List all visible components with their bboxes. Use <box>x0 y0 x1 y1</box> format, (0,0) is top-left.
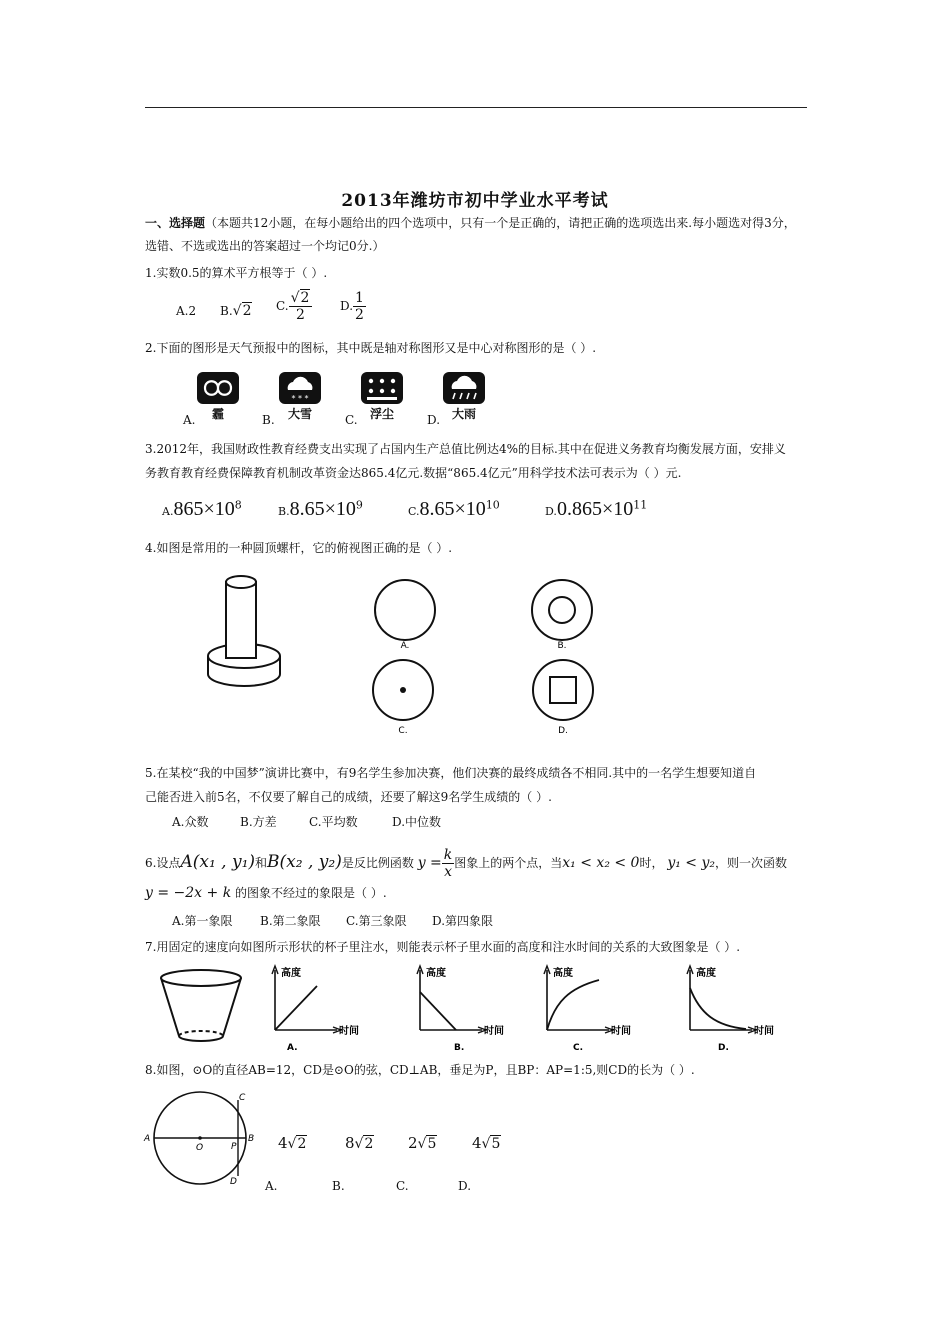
q8-option-a-value: 4√2 <box>278 1134 307 1152</box>
section-desc-1: （本题共12小题，在每小题给出的四个选项中，只有一个是正确的，请把正确的选项选出来.每小题选对得3分， <box>205 216 796 230</box>
section-heading: 一、选择题 <box>145 216 206 230</box>
svg-text:* * *: * * * <box>291 394 309 403</box>
q8-point-a: A <box>144 1134 151 1144</box>
q6-text-5: 时， <box>639 856 664 870</box>
q7-figures <box>155 962 785 1057</box>
heavy-rain-icon <box>443 372 485 421</box>
header-rule <box>145 107 807 108</box>
q3-b-times: ×10 <box>324 498 356 520</box>
q6-func-k: k <box>443 847 453 863</box>
q7-b-ylabel: 高度 <box>426 968 446 979</box>
graph-b <box>417 966 504 1053</box>
q8-b-coef: 8 <box>345 1134 355 1152</box>
q3-c-mant: 8.65 <box>419 498 455 520</box>
q5-option-a: A.众数 <box>172 815 209 829</box>
q7-stem: 7.用固定的速度向如图所示形状的杯子里注水，则能表示杯子里水面的高度和注水时间的关系的大致图象是（ ）. <box>145 940 741 954</box>
screw-figure <box>208 576 280 686</box>
q6-condition-y: y₁ < y₂ <box>667 855 715 871</box>
q1-option-a: A.2 <box>176 304 197 318</box>
q1-option-b <box>220 303 252 319</box>
q7-d-ylabel: 高度 <box>696 968 716 979</box>
q3-line-2: 务教育教育经费保障教育机制改革资金达865.4亿元.数据“865.4亿元”用科学技术法可表示为（ ）元. <box>145 466 682 480</box>
floating-dust-icon <box>361 372 403 421</box>
q2-label-b: B. <box>262 413 275 427</box>
q1-b-radicand: 2 <box>242 303 252 319</box>
q6-option-b: B.第二象限 <box>260 914 321 928</box>
q2-label-c: C. <box>345 413 358 427</box>
q8-option-c-value: 2√5 <box>408 1134 437 1152</box>
q8-label-a: A. <box>265 1179 278 1193</box>
q3-b-label: B. <box>278 505 290 518</box>
q8-stem: 8.如图，⊙O的直径AB=12，CD是⊙O的弦，CD⊥AB，垂足为P，且BP：AP=1:5,则CD的长为（ ）. <box>145 1063 695 1077</box>
q7-label-a: A. <box>287 1043 298 1053</box>
q1-d-frac <box>353 290 366 323</box>
q3-d-exp: 11 <box>633 498 648 512</box>
q7-label-b: B. <box>454 1043 465 1053</box>
q4-label-d: D. <box>558 726 568 736</box>
q6-option-c: C.第三象限 <box>346 914 407 928</box>
q6-condition-x: x₁ < x₂ < 0 <box>562 855 640 871</box>
q7-label-d: D. <box>718 1043 729 1053</box>
q5-option-c: C.平均数 <box>309 815 358 829</box>
q4-label-c: C. <box>398 726 408 736</box>
q1-d-num: 1 <box>355 290 364 306</box>
q7-label-c: C. <box>573 1043 584 1053</box>
q8-point-p: P <box>231 1142 237 1152</box>
q1-b-label: B. <box>220 304 233 318</box>
q3-a-times: ×10 <box>203 498 235 520</box>
q8-c-rad: 5 <box>427 1136 437 1152</box>
q7-c-xlabel: 时间 <box>611 1026 631 1037</box>
q3-a-mant: 865 <box>173 498 204 520</box>
top-view-b <box>532 580 592 651</box>
q7-a-xlabel: 时间 <box>339 1026 359 1037</box>
q6-text-6: ，则一次函数 <box>715 856 788 870</box>
graph-d <box>687 966 774 1053</box>
q3-b-exp: 9 <box>355 498 363 512</box>
q6-line-1 <box>145 847 787 880</box>
q8-d-rad: 5 <box>491 1136 501 1152</box>
q8-point-c: C <box>239 1093 246 1103</box>
q7-d-xlabel: 时间 <box>754 1026 774 1037</box>
top-view-d <box>533 660 593 736</box>
q1-c-radicand: 2 <box>300 290 310 306</box>
q6-func-x: x <box>444 864 452 880</box>
q6-line-2 <box>145 885 387 901</box>
q2-label-d: D. <box>427 413 441 427</box>
q6-text-3: 是反比例函数 <box>341 856 414 870</box>
q8-point-b: B <box>248 1134 255 1144</box>
graph-a <box>272 966 359 1053</box>
q8-point-d: D <box>230 1177 237 1187</box>
q2-icon-label-0: 霾 <box>211 407 225 421</box>
q6-func-frac <box>442 847 454 880</box>
q8-point-o: O <box>196 1143 204 1153</box>
q8-a-coef: 4 <box>278 1134 288 1152</box>
q3-d-label: D. <box>545 505 557 518</box>
q6-point-b: B(x₂ , y₂) <box>267 852 342 872</box>
q6-text-2: 和 <box>255 856 268 870</box>
q2-stem: 2.下面的图形是天气预报中的图标，其中既是轴对称图形又是中心对称图形的是（ ）. <box>145 341 597 355</box>
q8-circle-figure <box>140 1088 270 1188</box>
q8-a-rad: 2 <box>297 1136 307 1152</box>
q4-label-a: A. <box>400 641 410 651</box>
q2-label-a: A. <box>183 413 196 427</box>
q4-figures <box>200 570 610 740</box>
section-instructions <box>145 215 796 231</box>
q3-a-exp: 8 <box>234 498 242 512</box>
q8-option-b-value: 8√2 <box>345 1134 374 1152</box>
q2-icon-label-2: 浮尘 <box>369 407 395 421</box>
q1-option-d <box>340 290 366 323</box>
q3-d-times: ×10 <box>601 498 634 520</box>
q3-line-1: 3.2012年，我国财政性教育经费支出实现了占国内生产总值比例达4%的目标.其中在促进义务教育均衡发展方面，安排义 <box>145 442 786 456</box>
heavy-snow-icon <box>279 372 321 421</box>
q8-label-b: B. <box>332 1179 345 1193</box>
q8-d-coef: 4 <box>472 1134 482 1152</box>
q1-d-den: 2 <box>355 307 364 323</box>
q1-d-label: D. <box>340 299 354 313</box>
q3-c-label: C. <box>408 505 420 518</box>
q6-option-a: A.第一象限 <box>172 914 233 928</box>
q7-a-ylabel: 高度 <box>281 968 301 979</box>
graph-c <box>544 966 631 1053</box>
q3-b-mant: 8.65 <box>289 498 325 520</box>
q3-option-c <box>408 498 500 521</box>
top-view-c <box>373 660 433 736</box>
top-view-a <box>375 580 435 651</box>
haze-icon <box>197 372 239 421</box>
section-desc-2: 选错、不选或选出的答案超过一个均记0分.） <box>145 239 385 253</box>
q6-text-7: 的图象不经过的象限是（ ）. <box>235 886 387 900</box>
q6-point-a: A(x₁ , y₁) <box>180 852 256 872</box>
q3-option-a <box>162 498 242 521</box>
cup-figure <box>161 970 241 1041</box>
q5-line-2: 己能否进入前5名，不仅要了解自己的成绩，还要了解这9名学生成绩的（ ）. <box>145 790 552 804</box>
q8-b-rad: 2 <box>364 1136 374 1152</box>
q5-line-1: 5.在某校“我的中国梦”演讲比赛中，有9名学生参加决赛，他们决赛的最终成绩各不相同.其中的一名学生想要知道自 <box>145 766 757 780</box>
q8-c-coef: 2 <box>408 1134 418 1152</box>
q3-option-d <box>545 498 647 521</box>
q1-stem: 1.实数0.5的算术平方根等于（ ）. <box>145 266 328 280</box>
q1-option-c <box>276 290 312 323</box>
q3-c-exp: 10 <box>485 498 500 512</box>
q3-a-label: A. <box>162 505 174 518</box>
q1-b-sqrt: √2 <box>232 303 252 319</box>
q3-d-mant: 0.865 <box>556 498 602 520</box>
q6-linear-func: y = −2x + k <box>145 885 232 901</box>
q5-option-d: D.中位数 <box>392 815 442 829</box>
q3-c-times: ×10 <box>454 498 486 520</box>
q6-option-d: D.第四象限 <box>432 914 494 928</box>
q1-c-den: 2 <box>296 307 305 323</box>
q3-option-b <box>278 498 363 521</box>
q8-option-d-value: 4√5 <box>472 1134 501 1152</box>
q4-stem: 4.如图是常用的一种圆顶螺杆，它的俯视图正确的是（ ）. <box>145 541 453 555</box>
q1-c-frac: $\frac{√2}{2}$ <box>289 290 313 323</box>
q6-func-lhs: y = <box>417 855 442 871</box>
q4-label-b: B. <box>557 641 567 651</box>
q6-text-1: 6.设点 <box>145 856 181 870</box>
page-title: 2013年潍坊市初中学业水平考试 <box>341 191 609 211</box>
q7-b-xlabel: 时间 <box>484 1026 504 1037</box>
q2-icon-label-3: 大雨 <box>451 407 477 421</box>
q2-icon-label-1: 大雪 <box>287 407 313 421</box>
q8-label-c: C. <box>396 1179 409 1193</box>
q5-option-b: B.方差 <box>240 815 277 829</box>
q7-c-ylabel: 高度 <box>553 968 573 979</box>
q1-c-label: C. <box>276 299 289 313</box>
q6-text-4: 图象上的两个点，当 <box>454 856 563 870</box>
q8-label-d: D. <box>458 1179 472 1193</box>
